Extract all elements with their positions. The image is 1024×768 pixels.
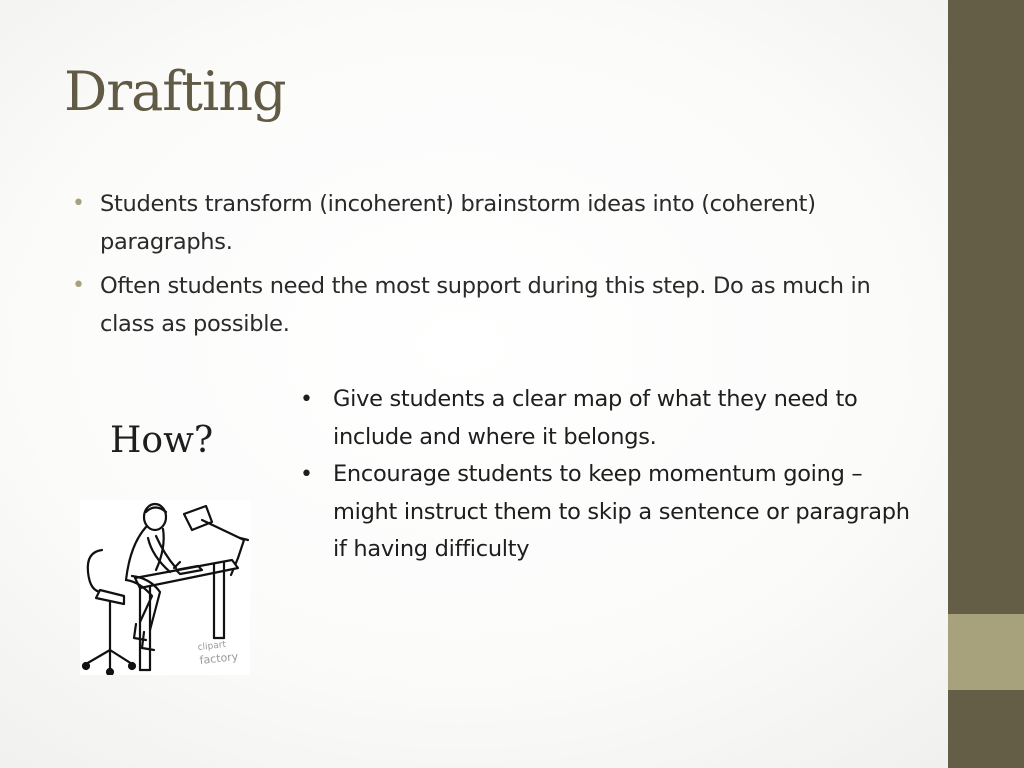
bullet-icon: • — [300, 387, 313, 412]
how-heading: How? — [110, 420, 214, 461]
watermark-text: clipart — [197, 640, 227, 653]
bullet-item — [72, 185, 912, 261]
student-at-desk-clipart — [80, 500, 250, 675]
bullet-icon: • — [300, 462, 313, 487]
bullet-icon: • — [72, 191, 85, 216]
bullet-item — [300, 456, 920, 569]
bullet-text: Often students need the most support during this step. Do as much in class as possible. — [100, 273, 871, 337]
bullet-icon: • — [72, 273, 85, 298]
bullet-text: Students transform (incoherent) brainstorm ideas into (coherent) paragraphs. — [100, 191, 816, 255]
slide-title: Drafting — [64, 60, 286, 123]
bullet-text: Give students a clear map of what they need to include and where it belongs. — [333, 386, 858, 450]
main-bullet-list — [72, 185, 912, 349]
watermark-text: factory — [198, 650, 239, 667]
bullet-text: Encourage students to keep momentum going – might instruct them to skip a sentence or paragraph if having difficulty — [333, 461, 910, 562]
student-at-desk-drawing — [80, 500, 250, 675]
sidebar-accent-block — [948, 614, 1024, 690]
how-bullet-list — [300, 381, 920, 569]
bullet-item — [72, 267, 912, 343]
bullet-item — [300, 381, 920, 456]
